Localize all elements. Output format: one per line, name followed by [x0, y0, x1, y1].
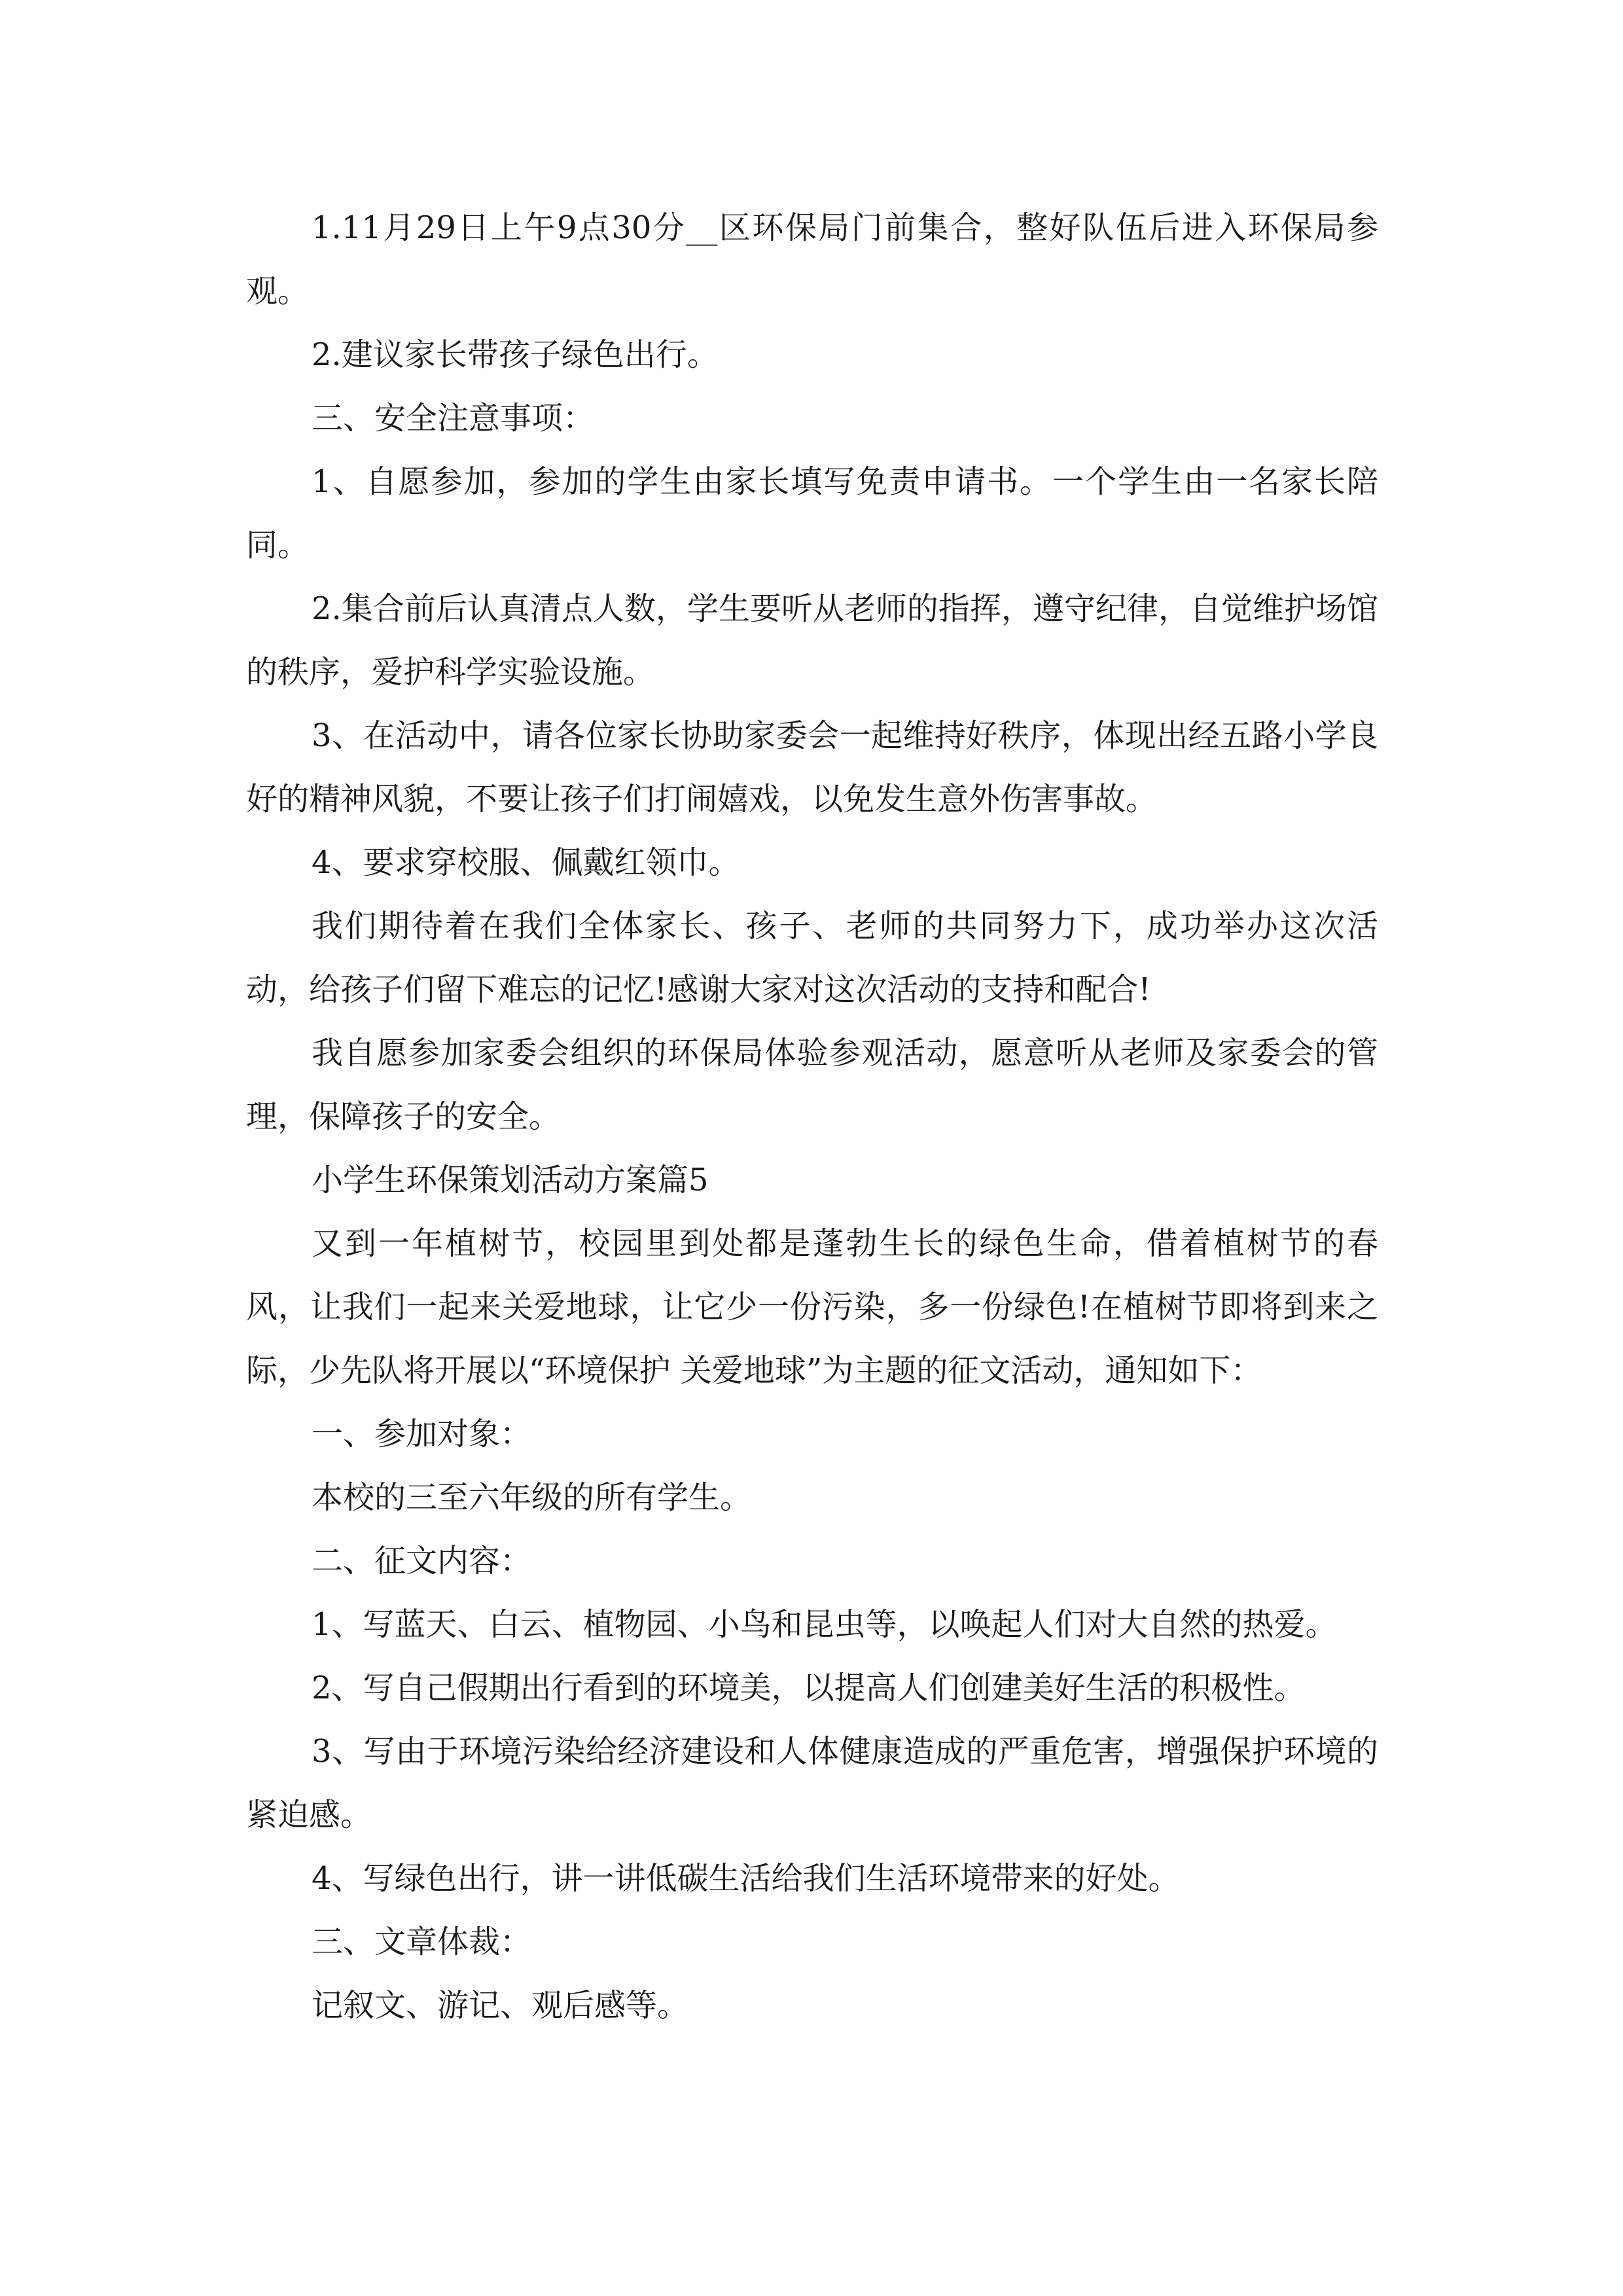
- paragraph-safety-3: 3、在活动中，请各位家长协助家委会一起维持好秩序，体现出经五路小学良好的精神风貌，不要让孩子们打闹嬉戏，以免发生意外伤害事故。: [246, 717, 1378, 817]
- heading-article-genre: 三、文章体裁：: [312, 1924, 532, 1960]
- paragraph-genres: 记叙文、游记、观后感等。: [312, 1987, 689, 2024]
- paragraph-green-travel: 2.建议家长带孩子绿色出行。: [312, 336, 719, 373]
- paragraph-closing-thanks: 我们期待着在我们全体家长、孩子、老师的共同努力下，成功举办这次活动，给孩子们留下难忘的记忆!感谢大家对这次活动的支持和配合!: [246, 908, 1378, 1008]
- paragraph-assembly-time: 1.11月29日上午9点30分__区环保局门前集合，整好队伍后进入环保局参观。: [246, 209, 1378, 310]
- document-body: [246, 196, 1378, 2037]
- paragraph-content-3: 3、写由于环境污染给经济建设和人体健康造成的严重危害，增强保护环境的紧迫感。: [246, 1733, 1378, 1833]
- heading-participants: 一、参加对象：: [312, 1416, 532, 1452]
- paragraph-consent: 我自愿参加家委会组织的环保局体验参观活动，愿意听从老师及家委会的管理，保障孩子的安全。: [246, 1035, 1378, 1135]
- paragraph-arbor-day-intro: 又到一年植树节，校园里到处都是蓬勃生长的绿色生命，借着植树节的春风，让我们一起来关爱地球，让它少一份污染，多一份绿色!在植树节即将到来之际，少先队将开展以“环境保护 关爱地球”为主题的征文活动，通知如下：: [246, 1225, 1378, 1389]
- paragraph-safety-1: 1、自愿参加，参加的学生由家长填写免责申请书。一个学生由一名家长陪同。: [246, 463, 1378, 564]
- paragraph-content-2: 2、写自己假期出行看到的环境美，以提高人们创建美好生活的积极性。: [312, 1670, 1306, 1706]
- heading-safety-notes: 三、安全注意事项：: [312, 400, 595, 437]
- paragraph-content-1: 1、写蓝天、白云、植物园、小鸟和昆虫等，以唤起人们对大自然的热爱。: [312, 1606, 1337, 1643]
- paragraph-safety-2: 2.集合前后认真清点人数，学生要听从老师的指挥，遵守纪律，自觉维护场馆的秩序，爱护科学实验设施。: [246, 590, 1378, 691]
- section-title-plan-5: 小学生环保策划活动方案篇5: [312, 1162, 709, 1198]
- paragraph-safety-4: 4、要求穿校服、佩戴红领巾。: [312, 844, 740, 881]
- paragraph-participants: 本校的三至六年级的所有学生。: [312, 1479, 752, 1516]
- heading-essay-content: 二、征文内容：: [312, 1543, 532, 1579]
- paragraph-content-4: 4、写绿色出行，讲一讲低碳生活给我们生活环境带来的好处。: [312, 1860, 1180, 1897]
